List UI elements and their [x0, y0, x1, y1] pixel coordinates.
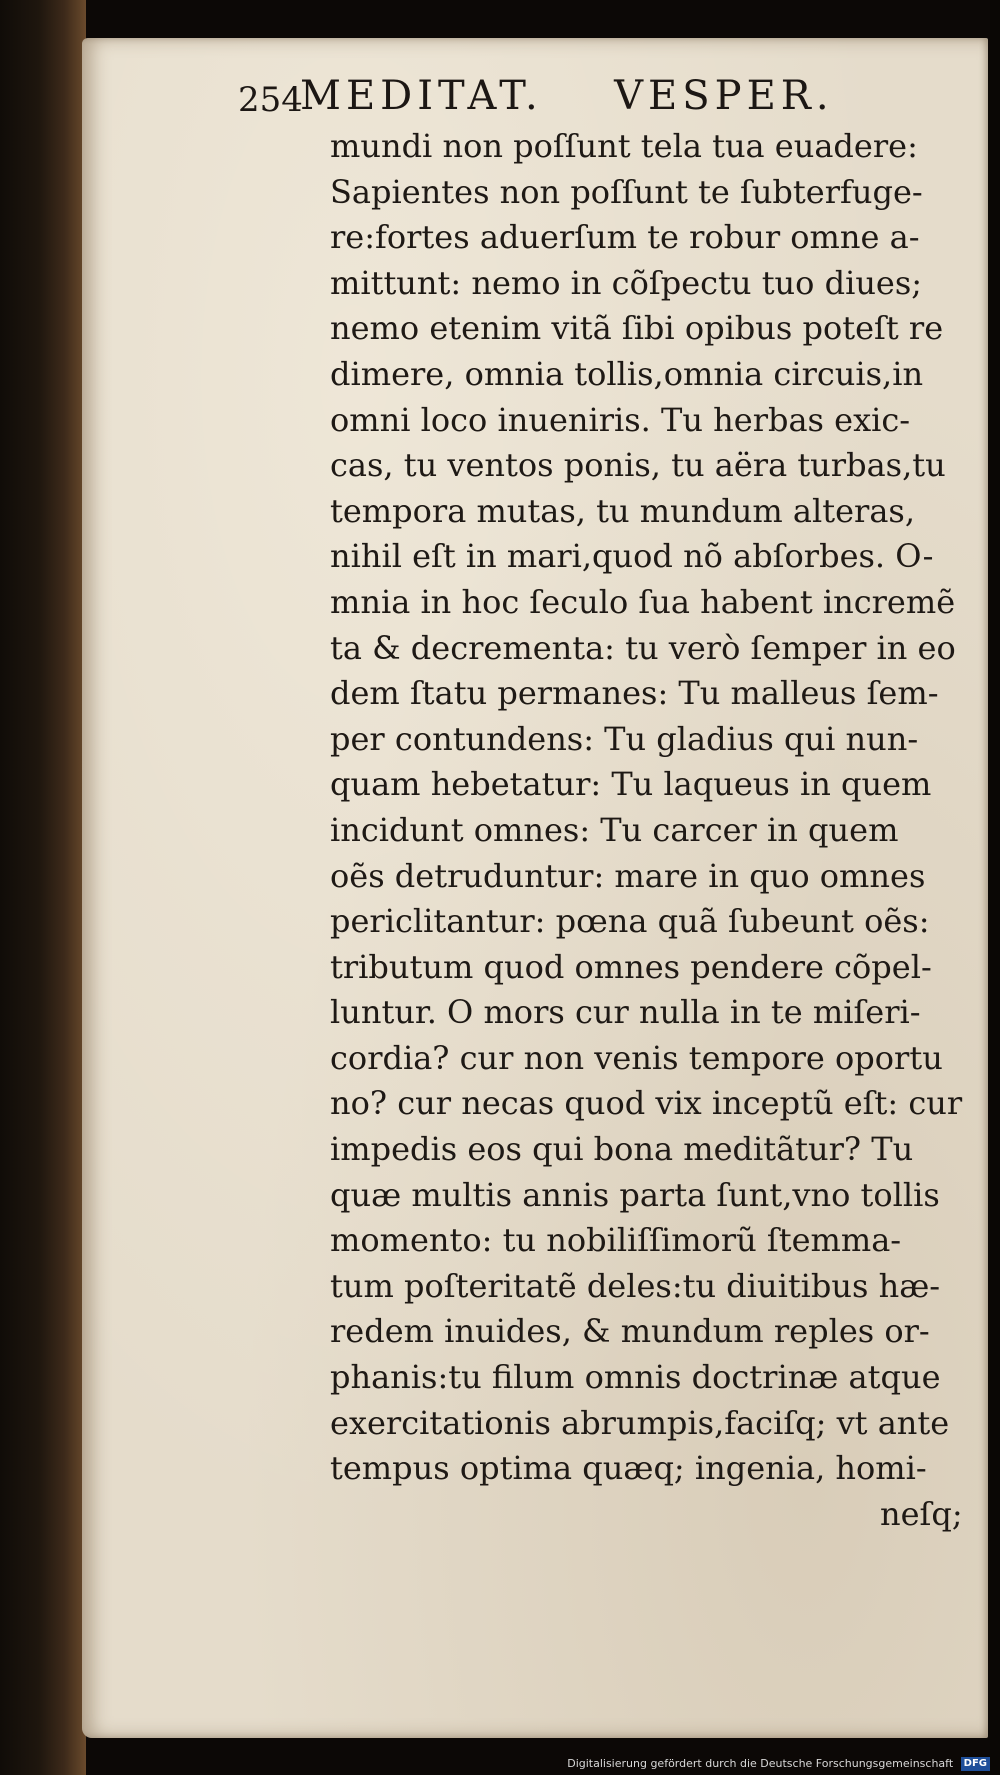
text-line: redem inuides, & mundum reples or-: [330, 1312, 930, 1351]
text-line: oẽs detruduntur: mare in quo omnes: [330, 856, 926, 895]
scan-right-edge: [990, 0, 1000, 1775]
text-line: mundi non poſſunt tela tua euadere:: [330, 127, 918, 165]
body-text: [330, 124, 980, 1492]
text-line: omni loco inueniris. Tu herbas exic-: [330, 400, 911, 439]
text-line: dem ſtatu permanes: Tu malleus ſem-: [330, 674, 939, 713]
book-spine-edge: [0, 0, 86, 1775]
text-line: ta & decrementa: tu verò ſemper in eo: [330, 628, 956, 667]
text-line: mittunt: nemo in cõſpectu tuo diues;: [330, 263, 923, 302]
text-line: tum poſteritatẽ deles:tu diuitibus hæ-: [330, 1266, 941, 1305]
text-line: periclitantur: pœna quã ſubeunt oẽs:: [330, 902, 930, 941]
text-line: Sapientes non poſſunt te ſubterfuge-: [330, 172, 923, 211]
text-line: exercitationis abrumpis,faciſq; vt ante: [330, 1403, 950, 1442]
text-line: nihil eſt in mari,quod nõ abſorbes. O-: [330, 537, 934, 576]
digitization-credit: [567, 1754, 990, 1774]
text-line: momento: tu nobiliſſimorũ ſtemma-: [330, 1221, 902, 1260]
page-number: 254: [238, 80, 303, 120]
text-line: nemo etenim vitã ſibi opibus poteſt re: [330, 309, 944, 348]
catchword: neſq;: [880, 1495, 963, 1533]
text-line: luntur. O mors cur nulla in te miſeri-: [330, 993, 921, 1032]
text-line: tempus optima quæq; ingenia, homi-: [330, 1449, 927, 1488]
text-line: tributum quod omnes pendere cõpel-: [330, 947, 932, 986]
text-line: incidunt omnes: Tu carcer in quem: [330, 810, 899, 849]
page-header: [238, 70, 938, 122]
text-line: no? cur necas quod vix inceptũ eſt: cur: [330, 1084, 963, 1123]
text-line: dimere, omnia tollis,omnia circuis,in: [330, 354, 924, 393]
credit-text: Digitalisierung gefördert durch die Deutsche Forschungsgemeinschaft: [567, 1757, 954, 1770]
text-line: impedis eos qui bona meditãtur? Tu: [330, 1130, 914, 1169]
text-line: cordia? cur non venis tempore oportu: [330, 1038, 943, 1077]
running-head: MEDITAT. VESPER.: [300, 73, 834, 119]
text-line: per contundens: Tu gladius qui nun-: [330, 719, 919, 758]
text-line: mnia in hoc ſeculo ſua habent incremẽ: [330, 582, 956, 621]
text-line: cas, tu ventos ponis, tu aëra turbas,tu: [330, 446, 946, 485]
text-line: tempora mutas, tu mundum alteras,: [330, 491, 915, 530]
text-line: re:fortes aduerſum te robur omne a-: [330, 218, 920, 257]
text-line: phanis:tu filum omnis doctrinæ atque: [330, 1358, 941, 1397]
text-line: quæ multis annis parta ſunt,vno tollis: [330, 1175, 940, 1214]
text-line: quam hebetatur: Tu laqueus in quem: [330, 765, 932, 804]
dfg-logo: DFG: [961, 1757, 990, 1771]
